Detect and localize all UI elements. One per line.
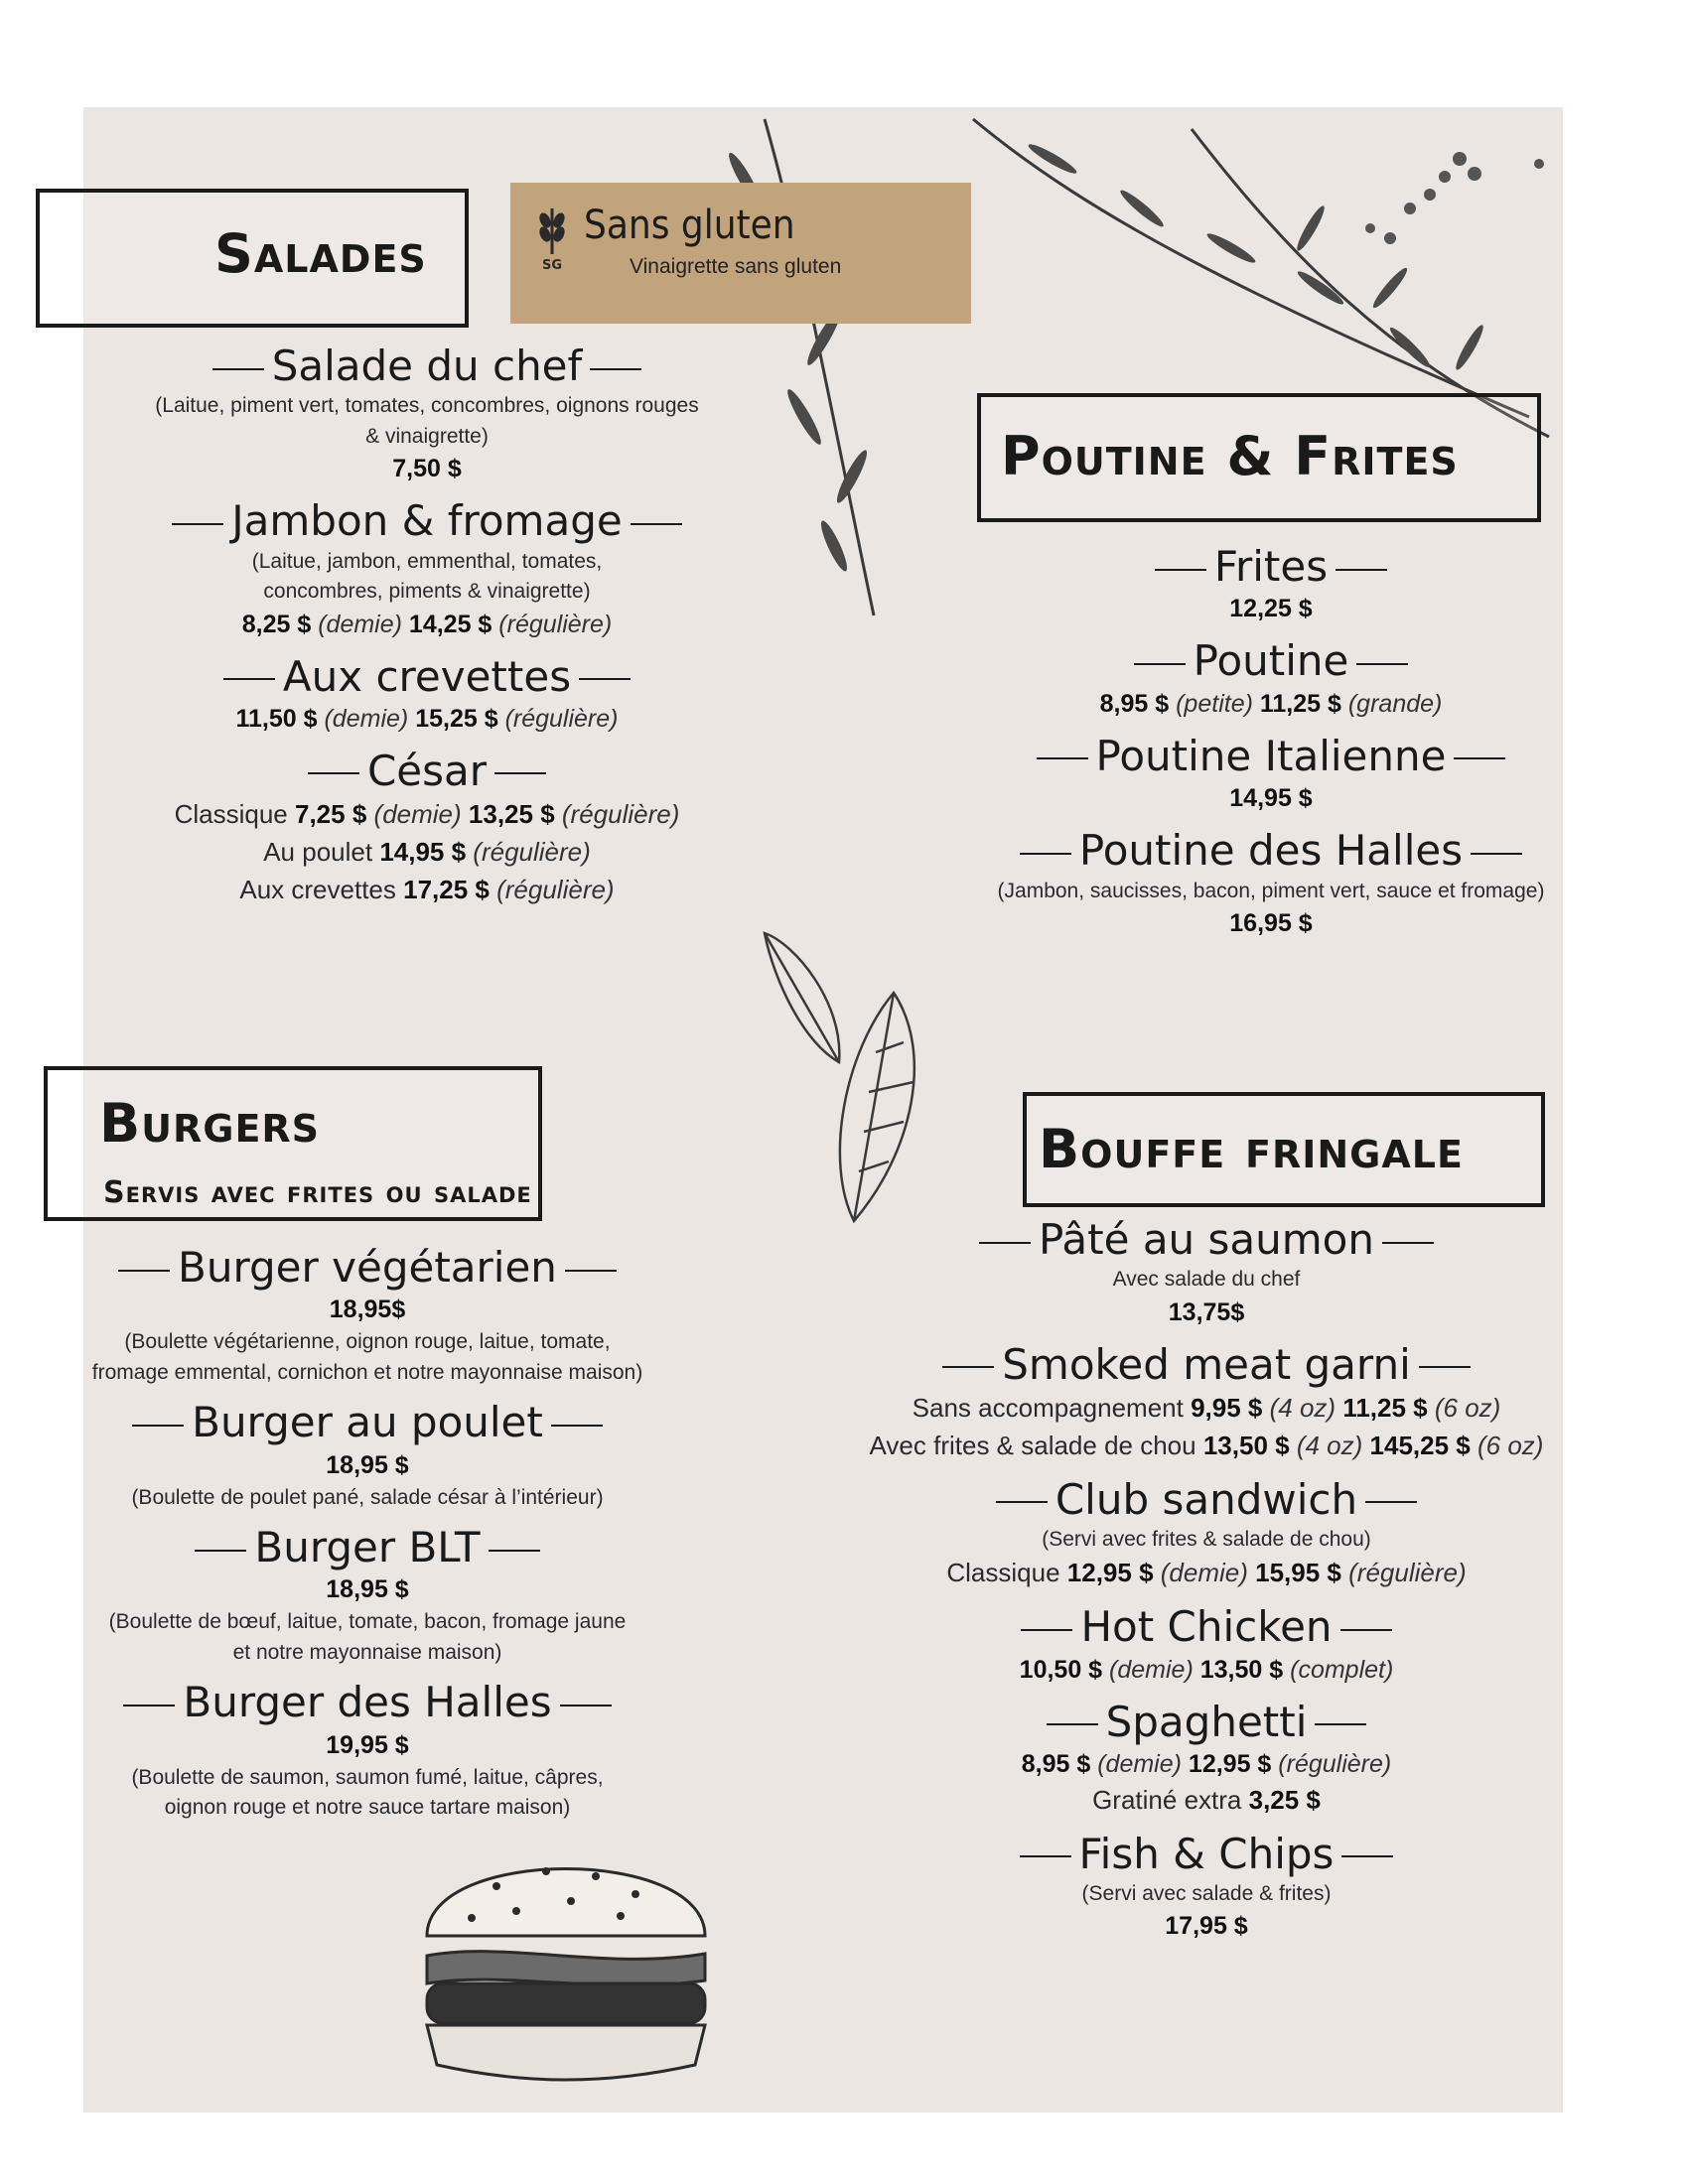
menu-item-price-line xyxy=(99,872,755,909)
menu-item-name xyxy=(844,1475,1569,1525)
menu-item-description: (Boulette végétarienne, oignon rouge, laitue, tomate, xyxy=(124,1330,611,1354)
dash-divider xyxy=(942,1366,994,1368)
price-fragment: Aux crevettes xyxy=(239,874,396,904)
dash-divider xyxy=(631,523,682,525)
menu-item-name xyxy=(844,1830,1569,1879)
dash-divider xyxy=(1037,757,1088,759)
menu-item-name xyxy=(60,1678,675,1727)
price-fragment: Au poulet xyxy=(263,837,373,867)
price-fragment: (6 oz) xyxy=(1434,1393,1501,1424)
menu-item-title: Fish & Chips xyxy=(1078,1829,1335,1878)
menu-item-price-line xyxy=(844,1390,1569,1428)
menu-item-price: 17,95 $ xyxy=(1165,1912,1248,1941)
menu-item-title: Poutine des Halles xyxy=(1078,826,1464,876)
dash-divider xyxy=(1419,1366,1471,1368)
menu-item-title: César xyxy=(366,746,488,795)
menu-item-price xyxy=(844,1747,1569,1782)
dash-divider xyxy=(1020,853,1071,855)
menu-item-title: Frites xyxy=(1213,542,1329,591)
dash-divider xyxy=(132,1425,184,1427)
dash-divider xyxy=(560,1705,612,1706)
price-fragment: (6 oz) xyxy=(1477,1430,1544,1460)
price-fragment: (régulière) xyxy=(1348,1558,1467,1588)
menu-item-price-line xyxy=(844,1428,1569,1465)
menu-item-title: Burger des Halles xyxy=(183,1678,552,1727)
menu-item-name xyxy=(953,636,1589,686)
menu-item-name xyxy=(844,1602,1569,1652)
price-fragment: (régulière) xyxy=(561,799,680,830)
salades-title-box xyxy=(36,189,469,328)
svg-text:SG: SG xyxy=(541,258,563,272)
dash-divider xyxy=(1336,569,1387,571)
price-fragment: (demie) xyxy=(373,799,462,830)
dash-divider xyxy=(551,1425,603,1427)
menu-item-name xyxy=(60,1243,675,1293)
menu-item-description: (Laitue, jambon, emmenthal, tomates, xyxy=(251,549,603,573)
dash-divider xyxy=(223,678,275,680)
dash-divider xyxy=(565,1270,617,1272)
dash-divider xyxy=(979,1242,1031,1244)
price-fragment: 14,95 $ xyxy=(379,837,467,867)
menu-item-name xyxy=(99,341,755,391)
wheat-icon xyxy=(532,205,572,272)
dash-divider xyxy=(1047,1723,1098,1725)
price-fragment: 145,25 $ xyxy=(1369,1430,1471,1460)
price-fragment: 12,95 $ xyxy=(1066,1558,1154,1588)
menu-item-title: Poutine xyxy=(1193,636,1349,686)
menu-item-price: 12,25 $ xyxy=(1229,595,1313,623)
price-fragment: (régulière) xyxy=(473,837,591,867)
menu-item-name xyxy=(844,1340,1569,1390)
price-fragment: (demie) xyxy=(1097,1749,1182,1778)
burgers-section xyxy=(60,1243,675,1824)
burgers-subtitle: Servis avec frites ou salade xyxy=(103,1175,532,1210)
price-fragment: (régulière) xyxy=(504,704,619,733)
price-fragment: (demie) xyxy=(324,704,409,733)
menu-item-title: Burger au poulet xyxy=(192,1398,543,1447)
menu-item-title: Salade du chef xyxy=(271,341,583,390)
dash-divider xyxy=(590,368,641,370)
dash-divider xyxy=(172,523,223,525)
price-fragment: 11,25 $ xyxy=(1342,1393,1428,1424)
price-fragment: 11,25 $ xyxy=(1259,689,1341,718)
price-fragment: 15,95 $ xyxy=(1255,1558,1341,1588)
menu-item-description: Avec salade du chef xyxy=(1112,1268,1301,1292)
dash-divider xyxy=(1471,853,1522,855)
price-fragment: (régulière) xyxy=(1278,1749,1392,1778)
menu-item-description: (Boulette de saumon, saumon fumé, laitue, câpres, xyxy=(131,1765,604,1789)
price-fragment: (4 oz) xyxy=(1296,1430,1363,1460)
price-fragment: 13,25 $ xyxy=(468,799,555,830)
dash-divider xyxy=(1020,1855,1071,1857)
dash-divider xyxy=(212,368,264,370)
price-fragment: 15,25 $ xyxy=(415,704,498,733)
dash-divider xyxy=(1155,569,1206,571)
bouffe-section xyxy=(844,1215,1569,1944)
price-fragment: (régulière) xyxy=(496,874,615,904)
price-fragment: (régulière) xyxy=(498,610,613,638)
menu-item-title: Smoked meat garni xyxy=(1002,1339,1411,1389)
dash-divider xyxy=(1340,1629,1392,1631)
dash-divider xyxy=(308,772,359,774)
price-fragment: Gratiné extra xyxy=(1092,1784,1242,1815)
dash-divider xyxy=(579,678,631,680)
menu-item-name xyxy=(60,1523,675,1572)
price-fragment: (petite) xyxy=(1176,689,1253,718)
menu-item-price: 16,95 $ xyxy=(1229,909,1313,937)
menu-item-name xyxy=(99,652,755,702)
dash-divider xyxy=(489,1550,540,1552)
dash-divider xyxy=(1021,1629,1072,1631)
dash-divider xyxy=(123,1705,175,1706)
price-fragment: 10,50 $ xyxy=(1019,1655,1103,1684)
menu-item-price-line xyxy=(99,834,755,872)
dash-divider xyxy=(1382,1242,1434,1244)
menu-item-description: (Servi avec salade & frites) xyxy=(1081,1881,1332,1905)
bouffe-title: Bouffe fringale xyxy=(1039,1118,1464,1180)
bouffe-title-box xyxy=(1023,1092,1545,1207)
price-fragment: (grande) xyxy=(1347,689,1443,718)
price-fragment: 12,95 $ xyxy=(1188,1749,1272,1778)
price-fragment: 8,95 $ xyxy=(1021,1749,1091,1778)
menu-item-description: et notre mayonnaise maison) xyxy=(232,1640,502,1664)
menu-item-price-line xyxy=(844,1782,1569,1820)
salades-title: Salades xyxy=(214,222,427,285)
menu-item-price: 19,95 $ xyxy=(326,1730,409,1759)
price-fragment: Classique xyxy=(174,799,288,830)
menu-item-name xyxy=(844,1215,1569,1265)
salades-section xyxy=(99,341,755,908)
price-fragment: 14,25 $ xyxy=(408,610,492,638)
menu-item-description: (Servi avec frites & salade de chou) xyxy=(1042,1527,1371,1551)
menu-item-name xyxy=(99,496,755,546)
price-fragment: Classique xyxy=(946,1558,1060,1588)
menu-item-price: 18,95 $ xyxy=(326,1575,409,1604)
menu-item-description: (Jambon, saucisses, bacon, piment vert, sauce et fromage) xyxy=(997,879,1545,902)
dash-divider xyxy=(118,1270,170,1272)
menu-item-title: Pâté au saumon xyxy=(1038,1215,1374,1264)
menu-item-title: Club sandwich xyxy=(1055,1474,1358,1524)
burgers-title: Burgers xyxy=(99,1092,321,1155)
menu-item-description: oignon rouge et notre sauce tartare maison) xyxy=(164,1796,571,1820)
menu-item-name xyxy=(953,826,1589,876)
price-fragment: 9,95 $ xyxy=(1191,1393,1263,1424)
menu-item-title: Poutine Italienne xyxy=(1095,731,1447,780)
gluten-free-label: Sans gluten xyxy=(584,203,795,248)
price-fragment: 8,95 $ xyxy=(1099,689,1170,718)
dash-divider xyxy=(996,1501,1048,1503)
menu-item-title: Hot Chicken xyxy=(1080,1602,1333,1652)
poutine-section xyxy=(953,542,1589,941)
menu-item-title: Burger BLT xyxy=(254,1523,481,1572)
menu-item-price: 13,75$ xyxy=(1168,1297,1245,1326)
price-fragment: 13,50 $ xyxy=(1199,1655,1284,1684)
price-fragment: (demie) xyxy=(1109,1655,1194,1684)
burger-illustration xyxy=(407,1807,725,2085)
dash-divider xyxy=(1134,663,1186,665)
price-fragment: (4 oz) xyxy=(1269,1393,1336,1424)
gluten-free-description: Vinaigrette sans gluten xyxy=(630,255,842,278)
menu-item-description: & vinaigrette) xyxy=(365,424,489,448)
price-fragment: 11,50 $ xyxy=(235,704,318,733)
menu-item-price xyxy=(99,702,755,737)
dash-divider xyxy=(1315,1723,1366,1725)
menu-item-price-line xyxy=(99,796,755,834)
price-fragment: 13,50 $ xyxy=(1202,1430,1290,1460)
burgers-title-box xyxy=(44,1066,542,1221)
price-fragment: (demie) xyxy=(1160,1558,1248,1588)
price-fragment: 8,25 $ xyxy=(241,610,312,638)
poutine-title: Poutine & Frites xyxy=(1001,425,1459,487)
menu-item-description: concombres, piments & vinaigrette) xyxy=(263,580,591,604)
dash-divider xyxy=(1356,663,1408,665)
price-fragment: (demie) xyxy=(318,610,402,638)
price-fragment: Sans accompagnement xyxy=(912,1393,1184,1424)
price-fragment: 17,25 $ xyxy=(403,874,490,904)
menu-item-price: 18,95$ xyxy=(329,1296,406,1324)
price-fragment: 7,25 $ xyxy=(295,799,367,830)
menu-item-price: 18,95 $ xyxy=(326,1450,409,1479)
menu-item-name xyxy=(99,747,755,796)
menu-item-price-line xyxy=(844,1555,1569,1592)
poutine-title-box xyxy=(977,393,1541,522)
price-fragment: (complet) xyxy=(1290,1655,1394,1684)
menu-item-price: 14,95 $ xyxy=(1229,784,1313,813)
dash-divider xyxy=(494,772,546,774)
menu-item-name xyxy=(953,542,1589,592)
menu-item-description: (Laitue, piment vert, tomates, concombres, oignons rouges xyxy=(155,394,699,418)
menu-item-description: (Boulette de poulet pané, salade césar à l’intérieur) xyxy=(131,1485,604,1509)
menu-item-description: fromage emmental, cornichon et notre mayonnaise maison) xyxy=(91,1360,643,1384)
menu-item-name xyxy=(953,732,1589,781)
menu-item-name xyxy=(844,1698,1569,1747)
menu-item-title: Aux crevettes xyxy=(282,651,572,701)
menu-item-name xyxy=(60,1398,675,1447)
dash-divider xyxy=(195,1550,246,1552)
menu-item-description: (Boulette de bœuf, laitue, tomate, bacon, fromage jaune xyxy=(108,1610,627,1634)
leaf-illustration xyxy=(755,923,943,1261)
dash-divider xyxy=(1365,1501,1417,1503)
menu-item-price xyxy=(953,687,1589,722)
dash-divider xyxy=(1454,757,1505,759)
menu-item-title: Spaghetti xyxy=(1105,1697,1308,1746)
menu-item-price xyxy=(99,608,755,642)
menu-item-price xyxy=(844,1653,1569,1688)
menu-item-title: Burger végétarien xyxy=(178,1243,557,1292)
menu-item-title: Jambon & fromage xyxy=(231,496,623,546)
dash-divider xyxy=(1341,1855,1393,1857)
price-fragment: Avec frites & salade de chou xyxy=(869,1430,1196,1460)
gluten-free-badge xyxy=(510,183,971,324)
price-fragment: 3,25 $ xyxy=(1248,1784,1321,1815)
menu-item-price: 7,50 $ xyxy=(392,455,462,483)
